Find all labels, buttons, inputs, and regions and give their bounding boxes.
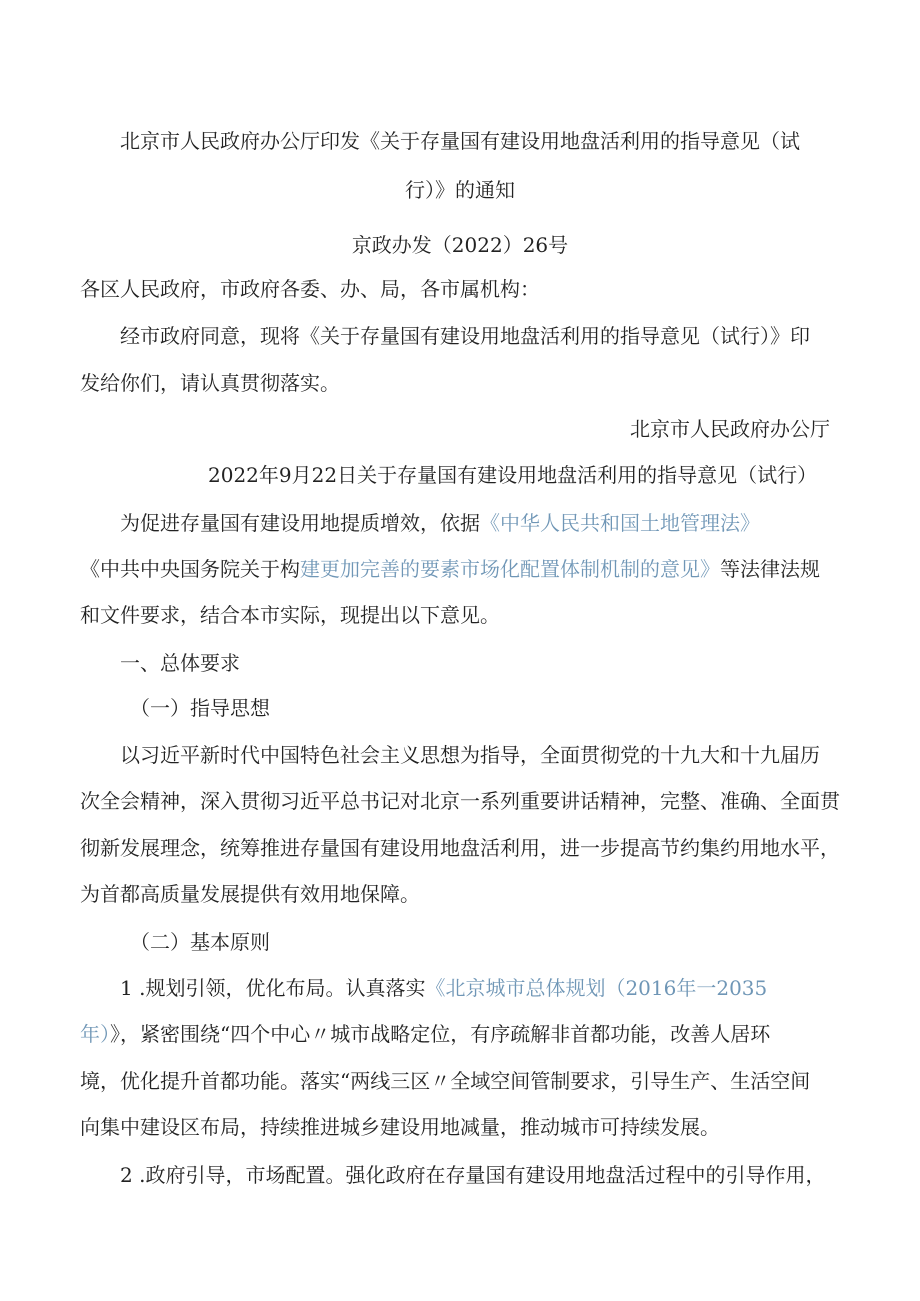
item1-line2 [80, 1021, 770, 1047]
para1-line2-text: 《中共中央国务院关于构 [80, 557, 300, 581]
para1-line2 [80, 556, 820, 582]
para1-line1-text: 为促进存量国有建设用地提质增效，依据 [120, 511, 480, 535]
date-title: 2022年9月22日关于存量国有建设用地盘活利用的指导意见（试行） [208, 463, 818, 487]
para2-line2: 次全会精神，深入贯彻习近平总书记对北京一系列重要讲话精神，完整、准确、全面贯 [80, 789, 840, 813]
intro-line2: 发给你们，请认真贯彻落实。 [80, 371, 340, 395]
para2-line1: 以习近平新时代中国特色社会主义思想为指导，全面贯彻党的十九大和十九届历 [120, 743, 820, 767]
item1-line4: 向集中建设区布局，持续推进城乡建设用地减量，推动城市可持续发展。 [80, 1115, 720, 1139]
para1-line1 [120, 510, 760, 536]
item1-line3: 境，优化提升首都功能。落实“两线三区〃全域空间管制要求，引导生产、生活空间 [80, 1069, 811, 1093]
item1-line1-text: 1 .规划引领，优化布局。认真落实 [120, 976, 426, 1000]
item2-line1: 2 .政府引导，市场配置。强化政府在存量国有建设用地盘活过程中的引导作用， [120, 1163, 826, 1187]
sub1-heading: （一）指导思想 [130, 696, 270, 720]
addressee: 各区人民政府，市政府各委、办、局，各市属机构： [80, 277, 540, 301]
para1-line2-tail: 等法律法规 [720, 557, 820, 581]
document-title-line1: 北京市人民政府办公厅印发《关于存量国有建设用地盘活利用的指导意见（试 [120, 129, 800, 153]
para1-line3: 和文件要求，结合本市实际，现提出以下意见。 [80, 603, 500, 627]
item1-line1 [120, 975, 767, 1001]
sub2-heading: （二）基本原则 [130, 930, 270, 954]
master-plan-link[interactable]: 《北京城市总体规划（2016年一2035 [425, 976, 768, 1000]
section1-heading: 一、总体要求 [120, 651, 240, 675]
land-law-link[interactable]: 《中华人民共和国土地管理法》 [480, 511, 760, 535]
item1-line2-text: 》，紧密围绕“四个中心〃城市战略定位，有序疏解非首都功能，改善人居环 [110, 1022, 771, 1046]
intro-line1: 经市政府同意，现将《关于存量国有建设用地盘活利用的指导意见（试行）》印 [120, 324, 810, 348]
document-number: 京政办发（2022）26号 [351, 233, 569, 257]
master-plan-link-continued[interactable]: 年） [80, 1022, 110, 1046]
para2-line3: 彻新发展理念，统筹推进存量国有建设用地盘活利用，进一步提高节约集约用地水平， [80, 836, 840, 860]
para2-line4: 为首都高质量发展提供有效用地保障。 [80, 882, 420, 906]
factor-market-opinion-link[interactable]: 建更加完善的要素市场化配置体制机制的意见》 [300, 557, 720, 581]
signature: 北京市人民政府办公厅 [630, 417, 830, 441]
document-title-line2: 行）》的通知 [405, 178, 515, 202]
